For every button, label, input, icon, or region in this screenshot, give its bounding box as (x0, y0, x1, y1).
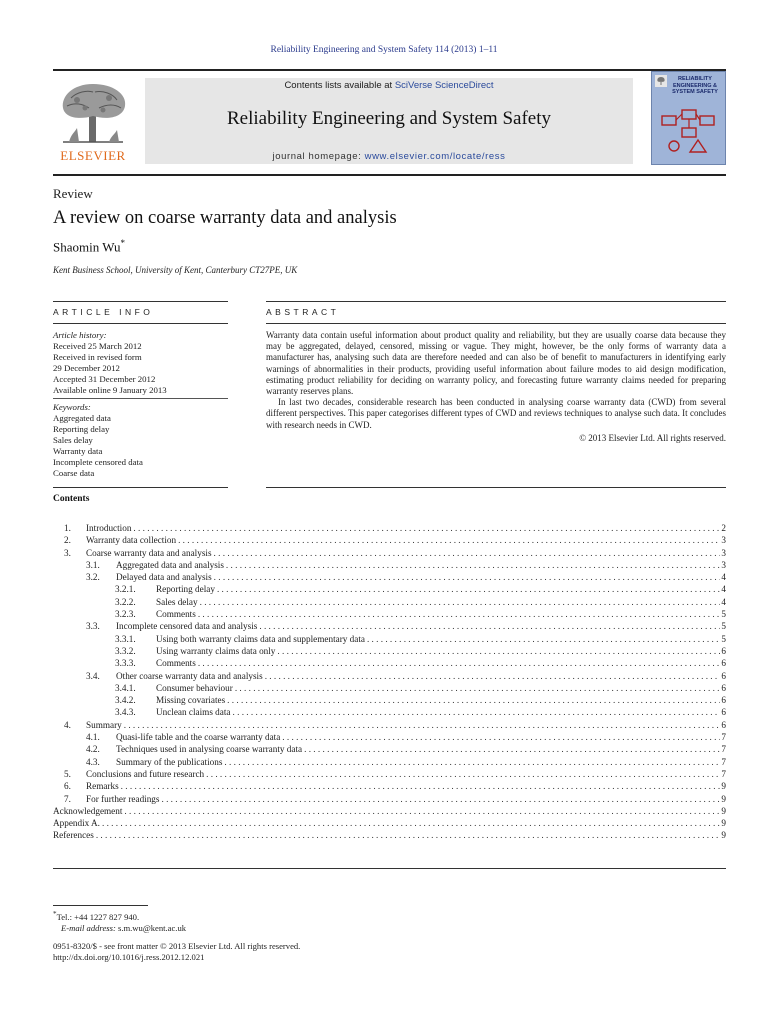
history-item: Available online 9 January 2013 (53, 385, 167, 395)
toc-entry-page: 9 (721, 793, 726, 804)
toc-leader-dots (102, 817, 720, 829)
toc-entry[interactable] (53, 608, 726, 620)
toc-entry[interactable] (53, 547, 726, 559)
toc-entry[interactable] (53, 657, 726, 669)
toc-entry-page: 9 (721, 830, 726, 841)
toc-entry-number: 7. (64, 793, 71, 804)
toc-entry[interactable] (53, 596, 726, 608)
toc-entry-title: Conclusions and future research (86, 768, 205, 779)
toc-leader-dots (226, 559, 720, 571)
article-info-top-rule (53, 301, 228, 302)
toc-entry-page: 6 (721, 670, 726, 681)
email-label: E-mail address: (61, 922, 116, 933)
toc-entry-page: 9 (721, 805, 726, 816)
toc-leader-dots (198, 608, 721, 620)
toc-entry[interactable] (53, 743, 726, 755)
tel-number: +44 1227 827 940. (74, 911, 140, 922)
toc-entry[interactable] (53, 522, 726, 534)
abstract-top-rule (266, 301, 726, 302)
toc-entry-title: References (53, 830, 94, 841)
toc-entry-page: 4 (721, 584, 726, 595)
toc-entry-page: 6 (721, 658, 726, 669)
publisher-logo-text: ELSEVIER (60, 148, 126, 163)
toc-leader-dots (124, 719, 721, 731)
toc-entry-title: Summary (86, 719, 122, 730)
toc-entry-number: 3.2. (86, 572, 100, 583)
toc-entry-title: Comments (156, 658, 196, 669)
toc-entry-title: Unclean claims data (156, 707, 231, 718)
toc-entry[interactable] (53, 633, 726, 645)
toc-entry-page: 6 (721, 707, 726, 718)
toc-entry[interactable] (53, 706, 726, 718)
elsevier-mini-icon (655, 75, 667, 87)
toc-entry-title: Missing covariates (156, 695, 226, 706)
toc-leader-dots (133, 522, 720, 534)
history-item: Received 25 March 2012 (53, 341, 142, 351)
toc-leader-dots (178, 534, 720, 546)
issn-line: 0951-8320/$ - see front matter © 2013 Elsevier Ltd. All rights reserved. (53, 941, 301, 951)
journal-name: Reliability Engineering and System Safety (227, 108, 551, 129)
toc-entry-title: Reporting delay (156, 584, 215, 595)
toc-entry[interactable] (53, 571, 726, 583)
toc-entry-page: 6 (721, 645, 726, 656)
toc-entry-page: 5 (721, 621, 726, 632)
toc-entry-number: 3.3.2. (115, 645, 136, 656)
toc-leader-dots (124, 805, 720, 817)
toc-leader-dots (227, 694, 720, 706)
toc-entry-number: 3.1. (86, 559, 100, 570)
toc-leader-dots (367, 633, 720, 645)
toc-entry-number: 1. (64, 523, 71, 533)
toc-entry-page: 3 (721, 559, 726, 570)
toc-entry-number: 4.2. (86, 744, 100, 755)
toc-entry-title: Quasi-life table and the coarse warranty data (116, 732, 281, 743)
tel-label: Tel.: (56, 911, 72, 922)
toc-leader-dots (217, 583, 720, 595)
publisher-logo (53, 78, 133, 164)
toc-entry[interactable] (53, 670, 726, 682)
toc-entry-number: 3. (64, 547, 71, 558)
email-address[interactable]: s.m.wu@kent.ac.uk (117, 922, 187, 933)
author-footnote-mark[interactable]: * (120, 238, 125, 248)
toc-entry-page: 6 (721, 682, 726, 693)
toc-entry-page: 3 (721, 535, 726, 546)
toc-entry[interactable] (53, 534, 726, 546)
toc-entry-page: 4 (721, 596, 726, 607)
article-info-heading: ARTICLE INFO (53, 307, 154, 317)
toc-entry[interactable] (53, 583, 726, 595)
affiliation: Kent Business School, University of Kent, Canterbury CT27PE, UK (53, 265, 298, 275)
toc-leader-dots (277, 645, 720, 657)
toc-entry[interactable] (53, 559, 726, 571)
tree-icon (53, 78, 133, 148)
header-top-rule (53, 69, 726, 71)
contents-end-rule (53, 868, 726, 869)
toc-leader-dots (282, 731, 720, 743)
toc-entry-title: Coarse warranty data and analysis (86, 547, 212, 558)
toc-entry-number: 4.1. (86, 732, 100, 743)
history-item: 29 December 2012 (53, 363, 120, 373)
toc-leader-dots (161, 793, 720, 805)
history-item: Received in revised form (53, 352, 142, 362)
toc-entry-page: 7 (721, 744, 726, 755)
toc-leader-dots (214, 571, 721, 583)
toc-leader-dots (198, 657, 721, 669)
toc-entry-page: 3 (721, 547, 726, 558)
toc-leader-dots (304, 743, 720, 755)
toc-leader-dots (224, 756, 720, 768)
sciencedirect-link[interactable]: SciVerse ScienceDirect (394, 80, 494, 91)
toc-entry-page: 7 (721, 768, 726, 779)
toc-leader-dots (233, 706, 721, 718)
toc-entry[interactable] (53, 731, 726, 743)
toc-leader-dots (206, 768, 720, 780)
toc-entry-page: 9 (721, 818, 726, 829)
imprint (53, 941, 300, 963)
toc-entry-title: Sales delay (156, 596, 198, 607)
toc-entry[interactable] (53, 805, 726, 817)
toc-entry-number: 2. (64, 535, 71, 546)
toc-entry-title: Appendix A. (53, 818, 100, 829)
journal-banner (145, 78, 633, 164)
toc-entry-number: 5. (64, 768, 71, 779)
toc-entry[interactable] (53, 756, 726, 768)
contents-heading: Contents (53, 494, 90, 504)
toc-entry-page: 7 (721, 756, 726, 767)
author-name: Shaomin Wu (53, 239, 121, 255)
toc-entry-page: 6 (721, 695, 726, 706)
toc-leader-dots (214, 547, 721, 559)
article-info-heading-rule (53, 323, 228, 324)
toc-entry-page: 9 (721, 781, 726, 792)
toc-entry-number: 4. (64, 719, 71, 730)
toc-entry-page: 2 (721, 523, 726, 533)
toc-entry-title: Acknowledgement (53, 805, 123, 816)
contents-prefix: Contents lists available at (284, 80, 395, 91)
toc-entry-title: Aggregated data and analysis (116, 559, 224, 570)
cover-title: RELIABILITY ENGINEERING & SYSTEM SAFETY (672, 76, 718, 95)
doi-link[interactable]: http://dx.doi.org/10.1016/j.ress.2012.12.021 (53, 952, 205, 962)
author (53, 238, 125, 255)
history-item: Accepted 31 December 2012 (53, 374, 156, 384)
toc-entry[interactable] (53, 768, 726, 780)
journal-homepage (145, 151, 633, 162)
abstract-paragraph: In last two decades, considerable research has been conducted in analysing coarse warranty data (CWD) from several different perspectives. This paper categorises different types of CWD and reviews techniques to analyse such data. It concludes with research needs in CWD. (266, 397, 726, 430)
toc-entry-page: 6 (721, 719, 726, 730)
toc-entry-title: Consumer behaviour (156, 682, 233, 693)
toc-entry-number: 3.4. (86, 670, 100, 681)
article-title: A review on coarse warranty data and analysis (53, 208, 397, 228)
toc-entry-title: For further readings (86, 793, 160, 804)
toc-leader-dots (265, 670, 721, 682)
abstract-copyright: © 2013 Elsevier Ltd. All rights reserved. (579, 432, 726, 443)
toc-entry-number: 3.4.2. (115, 695, 136, 706)
table-of-contents (53, 522, 726, 842)
keywords-label: Keywords: (53, 398, 228, 413)
toc-entry-title: Other coarse warranty data and analysis (116, 670, 263, 681)
journal-citation: Reliability Engineering and System Safety 114 (2013) 1–11 (270, 45, 498, 55)
abstract-heading: ABSTRACT (266, 307, 340, 317)
footnote-mark: * (53, 910, 57, 918)
toc-leader-dots (235, 682, 721, 694)
abstract-bottom-rule (266, 487, 726, 488)
toc-entry-number: 3.3.3. (115, 658, 136, 669)
toc-entry-number: 3.4.3. (115, 707, 136, 718)
toc-entry-title: Using both warranty claims data and supplementary data (156, 633, 365, 644)
keyword: Incomplete censored data (53, 457, 143, 467)
toc-entry[interactable] (53, 682, 726, 694)
article-info-bottom-rule (53, 487, 228, 488)
toc-entry-title: Incomplete censored data and analysis (116, 621, 258, 632)
contents-availability (145, 80, 633, 91)
author-footnote (53, 909, 186, 934)
toc-leader-dots (259, 620, 720, 632)
toc-entry-title: Delayed data and analysis (116, 572, 212, 583)
toc-entry-number: 3.2.1. (115, 584, 136, 595)
toc-entry[interactable] (53, 694, 726, 706)
abstract-body (266, 330, 726, 444)
toc-entry-title: Summary of the publications (116, 756, 223, 767)
toc-entry-page: 4 (721, 572, 726, 583)
toc-entry[interactable] (53, 817, 726, 829)
keyword: Reporting delay (53, 424, 110, 434)
keyword: Warranty data (53, 446, 103, 456)
toc-entry[interactable] (53, 645, 726, 657)
toc-entry-number: 3.4.1. (115, 682, 136, 693)
toc-entry-page: 7 (721, 732, 726, 743)
toc-entry-page: 5 (721, 633, 726, 644)
keyword: Aggregated data (53, 413, 111, 423)
footnote-rule (53, 905, 148, 906)
keyword: Sales delay (53, 435, 93, 445)
cover-diagram-icon (660, 106, 718, 158)
toc-entry-number: 3.2.2. (115, 596, 136, 607)
toc-entry-title: Using warranty claims data only (156, 645, 276, 656)
toc-entry-number: 3.2.3. (115, 609, 136, 620)
toc-leader-dots (200, 596, 721, 608)
toc-entry[interactable] (53, 829, 726, 841)
toc-entry-number: 6. (64, 781, 71, 792)
abstract-paragraph: Warranty data contain useful information about product quality and reliability, but they are usually coarse data because they may be aggregated, delayed, censored, missing or vague. They might, however, be the only forms of warranty data a manufacturer has, analysing such data are therefore needed and can also be of benefit to manufacturers in identifying early warnings of abnormalities in their products, providing useful information about failure modes to aid design modification, estimating product reliability for deciding on warranty policy, and forecasting future warranty claims needed for preparing warranty reserves plans. (266, 330, 726, 397)
toc-entry-title: Comments (156, 609, 196, 620)
homepage-link[interactable]: www.elsevier.com/locate/ress (364, 151, 506, 162)
toc-entry-page: 5 (721, 609, 726, 620)
abstract-heading-rule (266, 323, 726, 324)
toc-entry-title: Remarks (86, 781, 119, 792)
toc-entry-title: Warranty data collection (86, 535, 177, 546)
article-info (53, 330, 228, 479)
toc-entry[interactable] (53, 719, 726, 731)
toc-leader-dots (96, 829, 721, 841)
header-bottom-rule (53, 174, 726, 176)
toc-entry-number: 3.3.1. (115, 633, 136, 644)
toc-entry-title: Introduction (86, 523, 132, 533)
toc-entry[interactable] (53, 780, 726, 792)
toc-entry-number: 3.3. (86, 621, 100, 632)
history-label: Article history: (53, 330, 107, 340)
article-type: Review (53, 186, 93, 201)
keyword: Coarse data (53, 468, 95, 478)
toc-entry-title: Techniques used in analysing coarse warranty data (116, 744, 303, 755)
toc-entry[interactable] (53, 793, 726, 805)
toc-entry[interactable] (53, 620, 726, 632)
toc-entry-number: 4.3. (86, 756, 100, 767)
journal-cover (651, 71, 726, 165)
homepage-prefix: journal homepage: (272, 151, 365, 162)
toc-leader-dots (121, 780, 721, 792)
